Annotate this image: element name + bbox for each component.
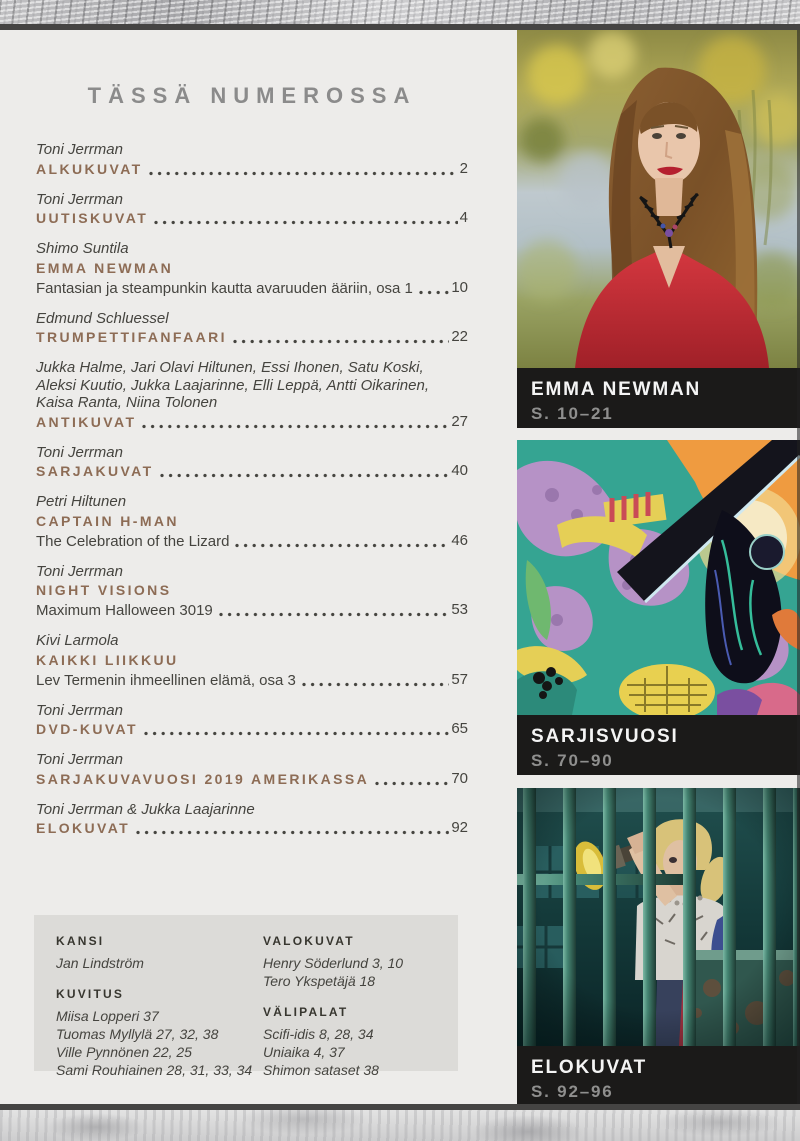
- grunge-texture-top: [0, 0, 800, 24]
- credits-column-2: [263, 934, 458, 1078]
- credits-section-kansi: KANSI Jan Lindström: [56, 934, 144, 971]
- page-number: 27: [451, 412, 468, 430]
- page-number: 40: [451, 462, 468, 479]
- page-number: 65: [451, 720, 468, 737]
- page-number: 2: [459, 159, 468, 177]
- page-title: TÄSSÄ NUMEROSSA: [87, 83, 417, 108]
- emma-newman-photo: [517, 30, 800, 368]
- comic-art-photo: [517, 440, 800, 715]
- toc-entry: Jukka Halme, Jari Olavi Hiltunen, Essi Ihonen, Satu Koski, Aleksi Kuutio, Jukka Laajarinne, Elli Leppä, Antti Oikarinen, Kaisa Ranta, Niina Tolonen ANTIKUVAT 27: [36, 359, 468, 430]
- page-number: 22: [451, 328, 468, 345]
- toc-entry: Toni Jerrman DVD-KUVAT 65: [36, 701, 468, 737]
- page-number: 57: [451, 670, 468, 688]
- dot-leader: [233, 339, 449, 344]
- credits-section-valipalat: VÄLIPALAT Scifi-idis 8, 28, 34 Uniaika 4, 37 Shimon sataset 38: [263, 1005, 379, 1078]
- dot-leader: [219, 612, 450, 617]
- toc-entry: Edmund Schluessel TRUMPETTIFANFAARI 22: [36, 309, 468, 345]
- harley-quinn-photo: [517, 788, 800, 1046]
- toc-entry: Petri Hiltunen CAPTAIN H-MAN The Celebration of the Lizard 46: [36, 493, 468, 550]
- toc-entry: Toni Jerrman SARJAKUVAVUOSI 2019 AMERIKASSA 70: [36, 751, 468, 787]
- toc-entry: Toni Jerrman UUTISKUVAT 4: [36, 190, 468, 226]
- page-number: 10: [451, 278, 468, 296]
- grunge-texture-bottom: [0, 1110, 800, 1141]
- page-number: 53: [451, 601, 468, 618]
- feature-caption-elokuvat: ELOKUVAT S. 92–96: [517, 1046, 800, 1104]
- page-number: 92: [451, 819, 468, 836]
- page-number: 70: [451, 769, 468, 787]
- page-number: 46: [451, 531, 468, 549]
- toc-entry: Toni Jerrman SARJAKUVAT 40: [36, 443, 468, 479]
- dot-leader: [149, 171, 458, 176]
- dot-leader: [136, 830, 449, 835]
- toc-entry: Kivi Larmola KAIKKI LIIKKUU Lev Termenin ihmeellinen elämä, osa 3 57: [36, 632, 468, 689]
- toc-entries: [36, 141, 468, 838]
- feature-caption-sarjisvuosi: SARJISVUOSI S. 70–90: [517, 715, 800, 775]
- credits-box: [34, 915, 458, 1078]
- credits-column-1: [56, 934, 263, 1078]
- dot-leader: [142, 424, 449, 429]
- toc-entry: Toni Jerrman & Jukka Laajarinne ELOKUVAT 92: [36, 800, 468, 836]
- dot-leader: [154, 220, 458, 225]
- credits-section-valokuvat: VALOKUVAT Henry Söderlund 3, 10 Tero Ykspetäjä 18: [263, 934, 404, 989]
- dot-leader: [144, 731, 449, 736]
- dot-leader: [235, 543, 449, 548]
- dot-leader: [302, 682, 449, 687]
- toc-entry: Toni Jerrman NIGHT VISIONS Maximum Halloween 3019 53: [36, 562, 468, 619]
- dot-leader: [419, 290, 449, 295]
- toc-entry: Shimo Suntila EMMA NEWMAN Fantasian ja steampunkin kautta avaruuden ääriin, osa 1 10: [36, 240, 468, 297]
- feature-caption-emma-newman: EMMA NEWMAN S. 10–21: [517, 368, 800, 428]
- dot-leader: [375, 781, 449, 786]
- page-number: 4: [459, 209, 468, 226]
- dot-leader: [160, 473, 450, 478]
- toc-column: [36, 30, 468, 850]
- credits-section-kuvitus: KUVITUS Miisa Lopperi 37 Tuomas Myllylä 27, 32, 38 Ville Pynnönen 22, 25 Sami Rouhiainen 28, 31, 33, 34: [56, 987, 253, 1078]
- toc-entry: Toni Jerrman ALKUKUVAT 2: [36, 141, 468, 177]
